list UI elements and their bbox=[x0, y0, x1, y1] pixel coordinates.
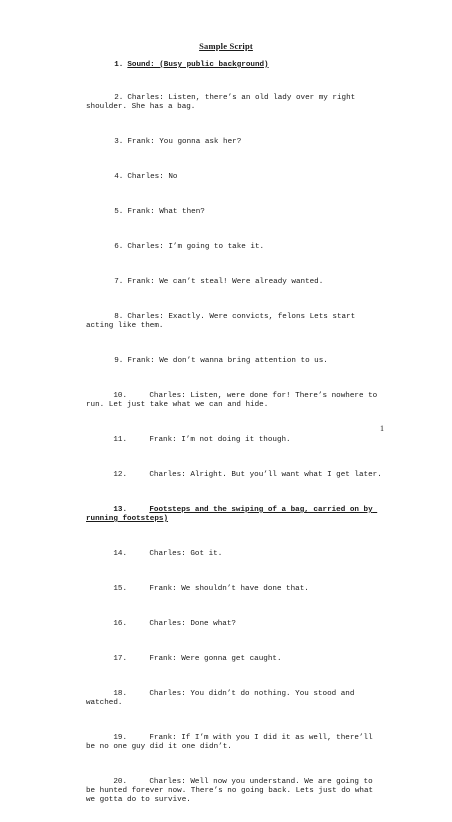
script-body bbox=[86, 52, 386, 822]
script-line bbox=[86, 199, 386, 226]
line-number: 20. bbox=[113, 778, 128, 786]
line-text: Charles: Listen, there’s an old lady over my right shoulder. She has a bag. bbox=[86, 94, 360, 111]
line-number: 5. bbox=[114, 208, 124, 216]
script-line bbox=[86, 427, 386, 454]
line-text: Charles: Alright. But you’ll want what I get later. bbox=[149, 471, 382, 479]
line-text: Footsteps and the swiping of a bag, carried on by running footsteps) bbox=[86, 506, 378, 523]
script-line bbox=[86, 462, 386, 489]
script-line bbox=[86, 769, 386, 814]
line-text: Frank: We can’t steal! Were already wanted. bbox=[127, 278, 324, 286]
script-line bbox=[86, 725, 386, 761]
line-number: 19. bbox=[113, 734, 128, 742]
line-number: 2. bbox=[114, 94, 124, 102]
line-text: Frank: What then? bbox=[127, 208, 205, 216]
line-text: Charles: I’m going to take it. bbox=[127, 243, 265, 251]
script-line bbox=[86, 85, 386, 121]
line-text: Charles: Got it. bbox=[149, 550, 223, 558]
script-line bbox=[86, 52, 386, 79]
line-number: 16. bbox=[113, 620, 128, 628]
script-line bbox=[86, 611, 386, 638]
script-line bbox=[86, 348, 386, 375]
line-text: Charles: No bbox=[127, 173, 178, 181]
line-number: 6. bbox=[114, 243, 124, 251]
line-text: Sound: (Busy public background) bbox=[127, 61, 269, 69]
script-line bbox=[86, 383, 386, 419]
line-number: 3. bbox=[114, 138, 124, 146]
script-line bbox=[86, 646, 386, 673]
line-number: 4. bbox=[114, 173, 124, 181]
line-text: Charles: Listen, were done for! There’s nowhere to run. Let just take what we can and hide. bbox=[86, 392, 382, 409]
line-text: Charles: Exactly. Were convicts, felons Lets start acting like them. bbox=[86, 313, 360, 330]
line-number: 15. bbox=[113, 585, 128, 593]
line-text: Frank: I’m not doing it though. bbox=[149, 436, 291, 444]
script-line bbox=[86, 129, 386, 156]
line-number: 10. bbox=[113, 392, 128, 400]
line-number: 1. bbox=[114, 61, 124, 69]
line-text: Frank: Were gonna get caught. bbox=[149, 655, 282, 663]
script-line bbox=[86, 304, 386, 340]
line-number: 17. bbox=[113, 655, 128, 663]
script-line bbox=[86, 576, 386, 603]
script-line bbox=[86, 497, 386, 533]
line-text: Charles: You didn’t do nothing. You stood and watched. bbox=[86, 690, 359, 707]
line-text: Frank: We don’t wanna bring attention to us. bbox=[127, 357, 328, 365]
line-number: 14. bbox=[113, 550, 128, 558]
document-title: Sample Script bbox=[199, 41, 253, 51]
line-text: Charles: Well now you understand. We are going to be hunted forever now. There’s no going back. Lets just do what we gotta do to survive. bbox=[86, 778, 378, 804]
line-number: 8. bbox=[114, 313, 124, 321]
line-text: Frank: We shouldn’t have done that. bbox=[149, 585, 309, 593]
line-number: 7. bbox=[114, 278, 124, 286]
script-line bbox=[86, 234, 386, 261]
line-number: 12. bbox=[113, 471, 128, 479]
script-line bbox=[86, 541, 386, 568]
script-line bbox=[86, 681, 386, 717]
line-text: Charles: Done what? bbox=[149, 620, 236, 628]
line-number: 11. bbox=[113, 436, 128, 444]
line-number: 13. bbox=[113, 506, 128, 514]
script-line bbox=[86, 269, 386, 296]
page-number: 1 bbox=[380, 424, 384, 433]
line-text: Frank: If I’m with you I did it as well, there’ll be no one guy did it one didn’t. bbox=[86, 734, 378, 751]
script-line bbox=[86, 164, 386, 191]
line-text: Frank: You gonna ask her? bbox=[127, 138, 242, 146]
line-number: 18. bbox=[113, 690, 128, 698]
line-number: 9. bbox=[114, 357, 124, 365]
